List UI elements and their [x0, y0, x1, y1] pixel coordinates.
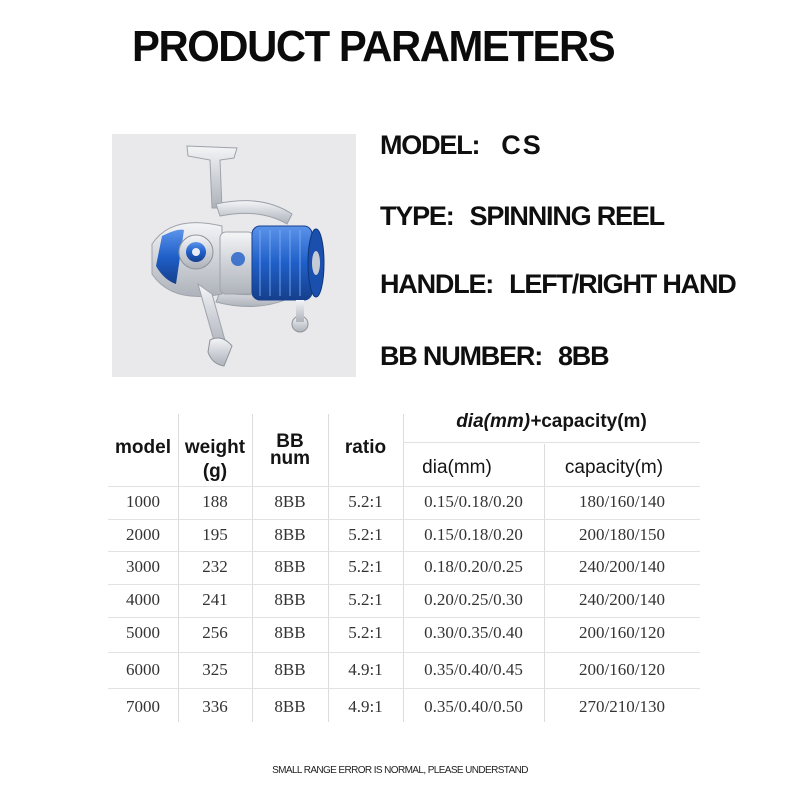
footer-note: SMALL RANGE ERROR IS NORMAL, PLEASE UNDERSTAND — [272, 765, 528, 776]
header-dia: dia(mm) — [422, 457, 492, 478]
cell-ratio: 5.2:1 — [348, 590, 383, 609]
cell-bb: 8BB — [274, 660, 306, 679]
spec-bb-number-value: 8BB — [557, 341, 609, 371]
row-divider — [403, 442, 700, 443]
spec-model-value: CS — [501, 130, 543, 160]
cell-ratio: 5.2:1 — [348, 557, 383, 576]
row-divider — [108, 617, 700, 618]
cell-model: 7000 — [126, 697, 160, 716]
header-weight: weight — [184, 437, 246, 458]
row-divider — [108, 519, 700, 520]
cell-bb: 8BB — [274, 623, 306, 642]
header-capacity: capacity(m) — [564, 457, 664, 478]
row-divider — [108, 584, 700, 585]
cell-weight: 256 — [202, 623, 228, 642]
cell-bb: 8BB — [274, 697, 306, 716]
cell-bb: 8BB — [274, 525, 306, 544]
cell-weight: 188 — [202, 492, 228, 511]
cell-capacity: 240/200/140 — [579, 590, 665, 609]
spec-bb-number-label: BB NUMBER: — [380, 341, 542, 371]
cell-capacity: 200/160/120 — [579, 660, 665, 679]
header-ratio: ratio — [344, 437, 387, 458]
spec-type-value: SPINNING REEL — [469, 201, 664, 231]
spec-handle-value: LEFT/RIGHT HAND — [509, 269, 736, 299]
cell-capacity: 180/160/140 — [579, 492, 665, 511]
spec-model-label: MODEL: — [380, 130, 480, 160]
cell-capacity: 270/210/130 — [579, 697, 665, 716]
cell-ratio: 4.9:1 — [348, 660, 383, 679]
row-divider — [108, 486, 700, 487]
cell-ratio: 5.2:1 — [348, 623, 383, 642]
row-divider — [108, 688, 700, 689]
header-model: model — [115, 437, 171, 458]
cell-dia: 0.15/0.18/0.20 — [424, 525, 523, 544]
cell-model: 5000 — [126, 623, 160, 642]
cell-dia: 0.30/0.35/0.40 — [424, 623, 523, 642]
page-title: PRODUCT PARAMETERS — [132, 22, 615, 71]
row-divider — [108, 551, 700, 552]
cell-ratio: 4.9:1 — [348, 697, 383, 716]
cell-weight: 325 — [202, 660, 228, 679]
cell-dia: 0.18/0.20/0.25 — [424, 557, 523, 576]
cell-model: 1000 — [126, 492, 160, 511]
cell-capacity: 240/200/140 — [579, 557, 665, 576]
cell-dia: 0.35/0.40/0.50 — [424, 697, 523, 716]
cell-bb: 8BB — [274, 557, 306, 576]
cell-bb: 8BB — [274, 590, 306, 609]
cell-weight: 336 — [202, 697, 228, 716]
header-weight-unit: (g) — [202, 461, 228, 482]
cell-model: 3000 — [126, 557, 160, 576]
cell-weight: 241 — [202, 590, 228, 609]
cell-model: 2000 — [126, 525, 160, 544]
header-bb-num: num — [269, 448, 311, 469]
cell-bb: 8BB — [274, 492, 306, 511]
cell-capacity: 200/180/150 — [579, 525, 665, 544]
header-bb: BB — [276, 431, 304, 452]
header-group-rest: capacity(m) — [541, 411, 647, 432]
header-dia-capacity-group — [403, 412, 700, 432]
cell-dia: 0.35/0.40/0.45 — [424, 660, 523, 679]
cell-dia: 0.15/0.18/0.20 — [424, 492, 523, 511]
spec-handle-label: HANDLE: — [380, 269, 494, 299]
cell-capacity: 200/160/120 — [579, 623, 665, 642]
cell-ratio: 5.2:1 — [348, 492, 383, 511]
cell-dia: 0.20/0.25/0.30 — [424, 590, 523, 609]
cell-weight: 232 — [202, 557, 228, 576]
cell-model: 6000 — [126, 660, 160, 679]
row-divider — [108, 652, 700, 653]
cell-weight: 195 — [202, 525, 228, 544]
header-group-italic: dia(mm)+ — [456, 411, 542, 432]
cell-model: 4000 — [126, 590, 160, 609]
spec-type-label: TYPE: — [380, 201, 454, 231]
cell-ratio: 5.2:1 — [348, 525, 383, 544]
